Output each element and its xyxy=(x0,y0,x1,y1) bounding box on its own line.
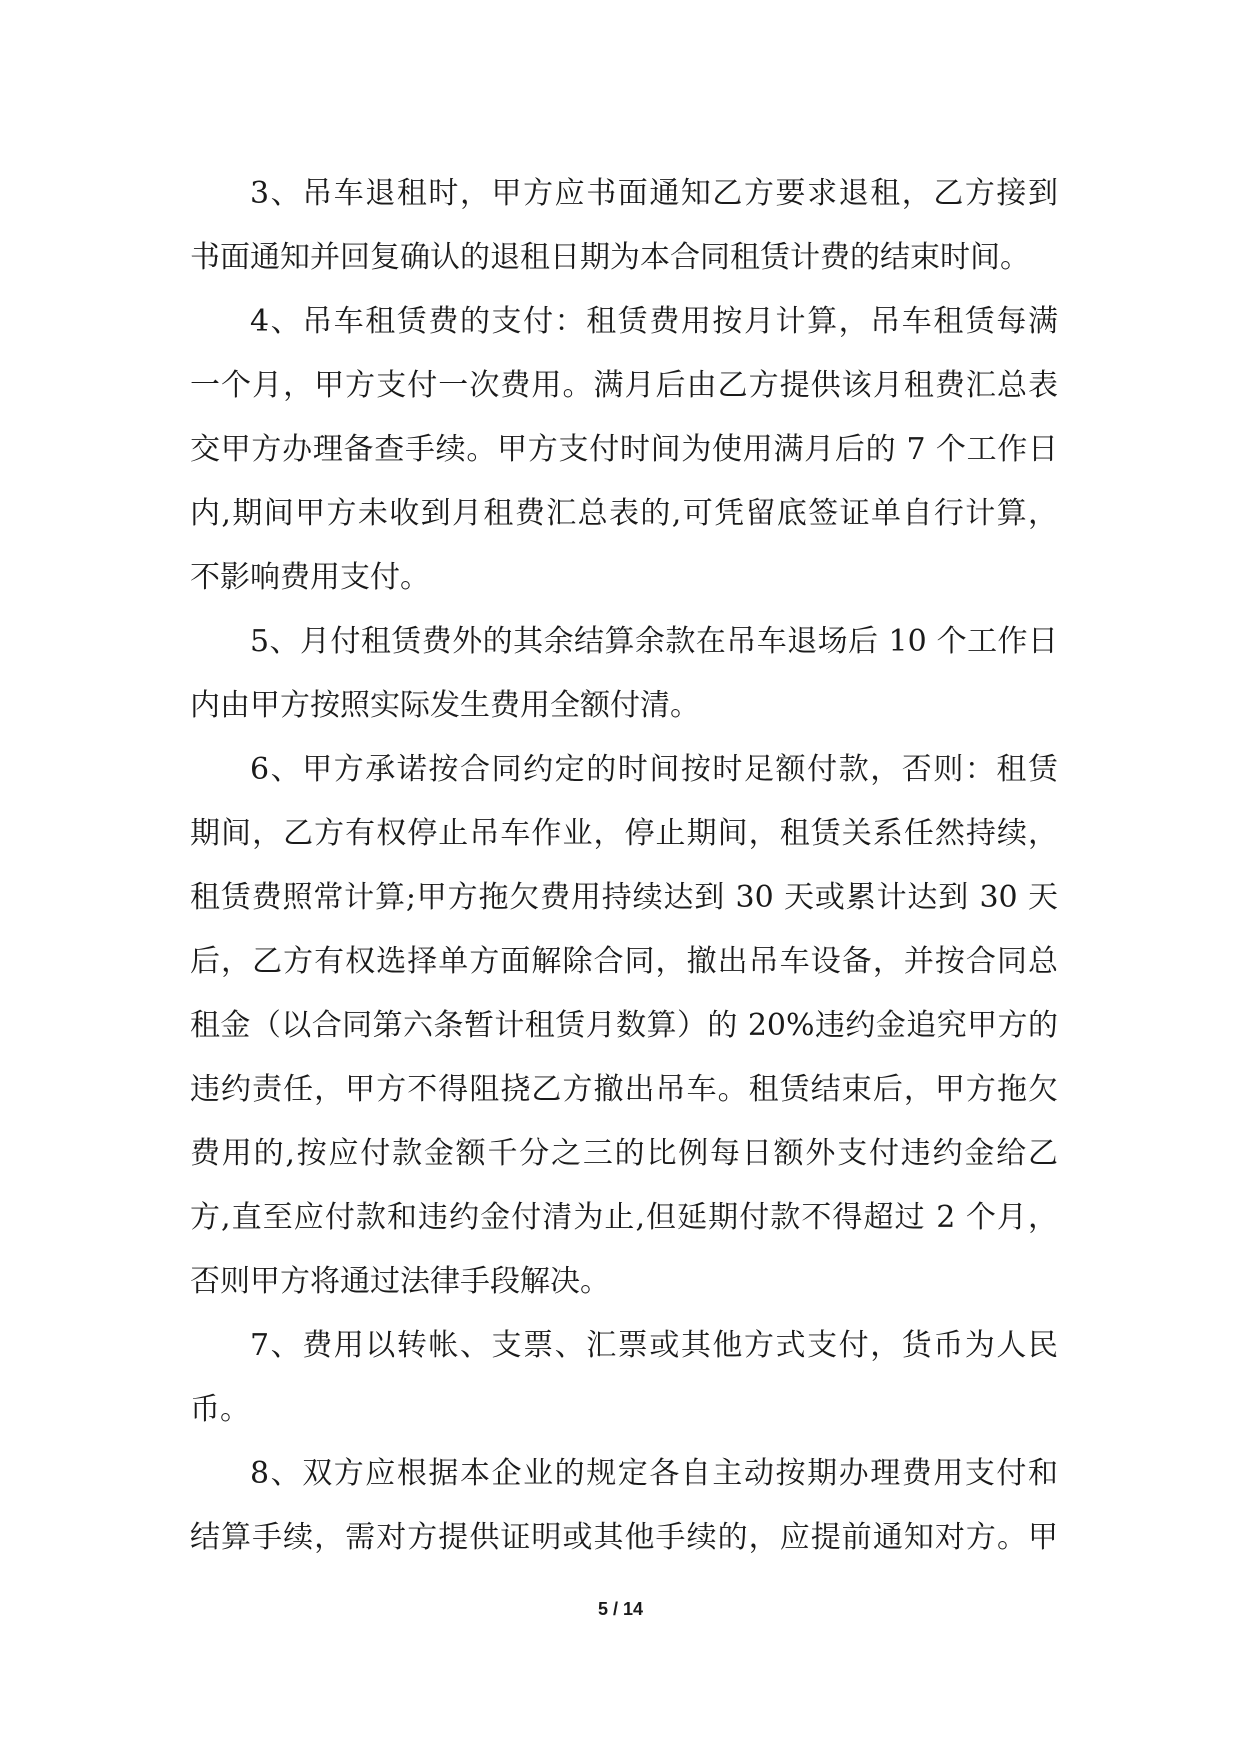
text-line: 后，乙方有权选择单方面解除合同，撤出吊车设备，并按合同总 xyxy=(190,944,1058,979)
text-line: 6、甲方承诺按合同约定的时间按时足额付款，否则：租赁 xyxy=(250,752,1058,787)
text-line: 一个月，甲方支付一次费用。满月后由乙方提供该月租费汇总表 xyxy=(190,368,1058,403)
text-line: 费用的,按应付款金额千分之三的比例每日额外支付违约金给乙 xyxy=(190,1136,1058,1171)
text-line: 违约责任，甲方不得阻挠乙方撤出吊车。租赁结束后，甲方拖欠 xyxy=(190,1072,1058,1107)
paragraph-6 xyxy=(190,738,1058,1314)
text-line: 不影响费用支付。 xyxy=(190,560,430,595)
text-line: 8、双方应根据本企业的规定各自主动按期办理费用支付和 xyxy=(250,1456,1058,1491)
text-line: 书面通知并回复确认的退租日期为本合同租赁计费的结束时间。 xyxy=(190,240,1030,275)
paragraph-8 xyxy=(190,1442,1058,1570)
text-line: 7、费用以转帐、支票、汇票或其他方式支付，货币为人民 xyxy=(250,1328,1058,1363)
page-number: 5 / 14 xyxy=(597,1599,644,1619)
text-line: 交甲方办理备查手续。甲方支付时间为使用满月后的 7 个工作日 xyxy=(190,432,1058,467)
paragraph-7 xyxy=(190,1314,1058,1442)
text-line: 租金（以合同第六条暂计租赁月数算）的 20%违约金追究甲方的 xyxy=(190,1008,1058,1043)
body-text xyxy=(190,162,1058,1570)
text-line: 币。 xyxy=(190,1392,250,1427)
text-line: 否则甲方将通过法律手段解决。 xyxy=(190,1264,610,1299)
paragraph-4 xyxy=(190,290,1058,610)
text-line: 4、吊车租赁费的支付：租赁费用按月计算，吊车租赁每满 xyxy=(250,304,1058,339)
text-line: 期间，乙方有权停止吊车作业，停止期间，租赁关系任然持续， xyxy=(190,816,1058,851)
text-line: 内,期间甲方未收到月租费汇总表的,可凭留底签证单自行计算， xyxy=(190,496,1058,531)
paragraph-5 xyxy=(190,610,1058,738)
text-line: 3、吊车退租时，甲方应书面通知乙方要求退租，乙方接到 xyxy=(250,176,1058,211)
text-line: 内由甲方按照实际发生费用全额付清。 xyxy=(190,688,700,723)
text-line: 5、月付租赁费外的其余结算余款在吊车退场后 10 个工作日 xyxy=(250,624,1058,659)
text-line: 方,直至应付款和违约金付清为止,但延期付款不得超过 2 个月， xyxy=(190,1200,1058,1235)
text-line: 租赁费照常计算;甲方拖欠费用持续达到 30 天或累计达到 30 天 xyxy=(190,880,1058,915)
paragraph-3 xyxy=(190,162,1058,290)
text-line: 结算手续，需对方提供证明或其他手续的，应提前通知对方。甲 xyxy=(190,1520,1058,1555)
